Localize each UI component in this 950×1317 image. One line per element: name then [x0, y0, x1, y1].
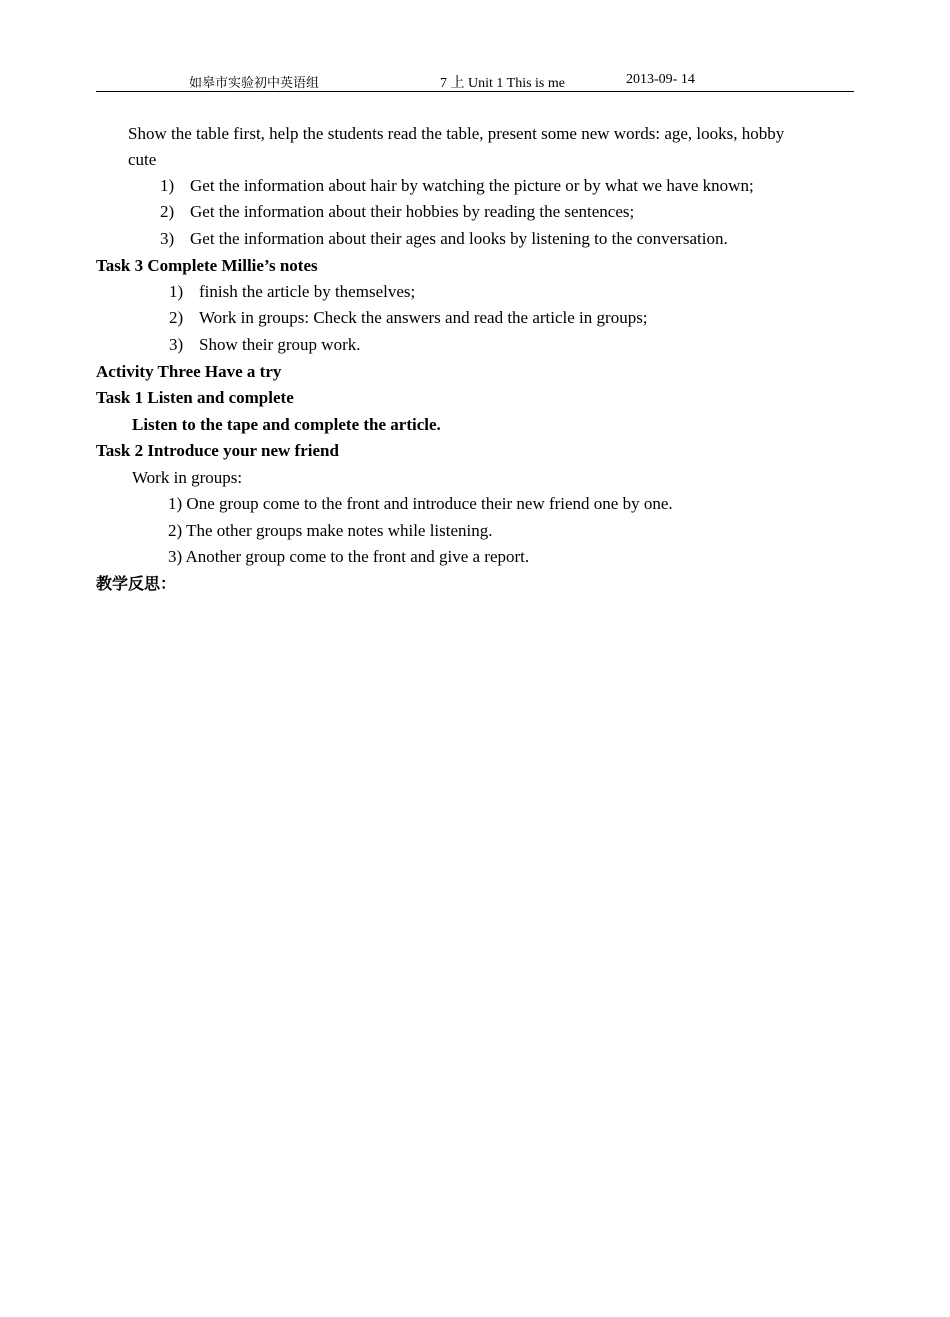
- list-text: finish the article by themselves;: [199, 282, 416, 301]
- list-item: [160, 176, 754, 196]
- task3-heading: Task 3 Complete Millie’s notes: [96, 256, 318, 275]
- header-unit: 7 上 Unit 1 This is me: [440, 76, 565, 91]
- list-text: Get the information about hair by watching the picture or by what we have known;: [190, 176, 754, 195]
- list-text: Get the information about their hobbies by reading the sentences;: [190, 202, 635, 221]
- task1-text: Listen to the tape and complete the article.: [132, 415, 441, 434]
- list-number: 1): [160, 176, 175, 195]
- task2-intro: Work in groups:: [132, 468, 243, 487]
- list-number: 2): [160, 202, 175, 221]
- list-number: 3): [169, 335, 184, 354]
- list-text: Get the information about their ages and looks by listening to the conversation.: [190, 229, 728, 248]
- list-number: 1): [169, 282, 184, 301]
- activity-three-heading: Activity Three Have a try: [96, 362, 282, 381]
- list-number: 2): [169, 308, 184, 327]
- list-number: 3): [160, 229, 175, 248]
- intro-line-1: Show the table first, help the students read the table, present some new words: age, looks, hobby: [128, 124, 785, 143]
- list-text: Work in groups: Check the answers and read the article in groups;: [199, 308, 648, 327]
- list-text: Show their group work.: [199, 335, 361, 354]
- header-date: 2013-09- 14: [626, 72, 695, 87]
- list-item: [169, 335, 360, 355]
- list-item: 1) One group come to the front and introduce their new friend one by one.: [168, 494, 673, 513]
- list-item: 2) The other groups make notes while listening.: [168, 521, 493, 540]
- list-item: 3) Another group come to the front and give a report.: [168, 547, 530, 566]
- page-header: [96, 70, 854, 92]
- task1-heading: Task 1 Listen and complete: [96, 388, 294, 407]
- intro-line-2: cute: [128, 150, 157, 169]
- header-org: 如皋市实验初中英语组: [189, 76, 320, 91]
- list-item: [160, 202, 634, 222]
- list-item: [160, 229, 728, 249]
- list-item: [169, 282, 415, 302]
- list-item: [169, 308, 648, 328]
- task2-heading: Task 2 Introduce your new friend: [96, 441, 339, 460]
- reflection-heading: 教学反思：: [96, 574, 177, 593]
